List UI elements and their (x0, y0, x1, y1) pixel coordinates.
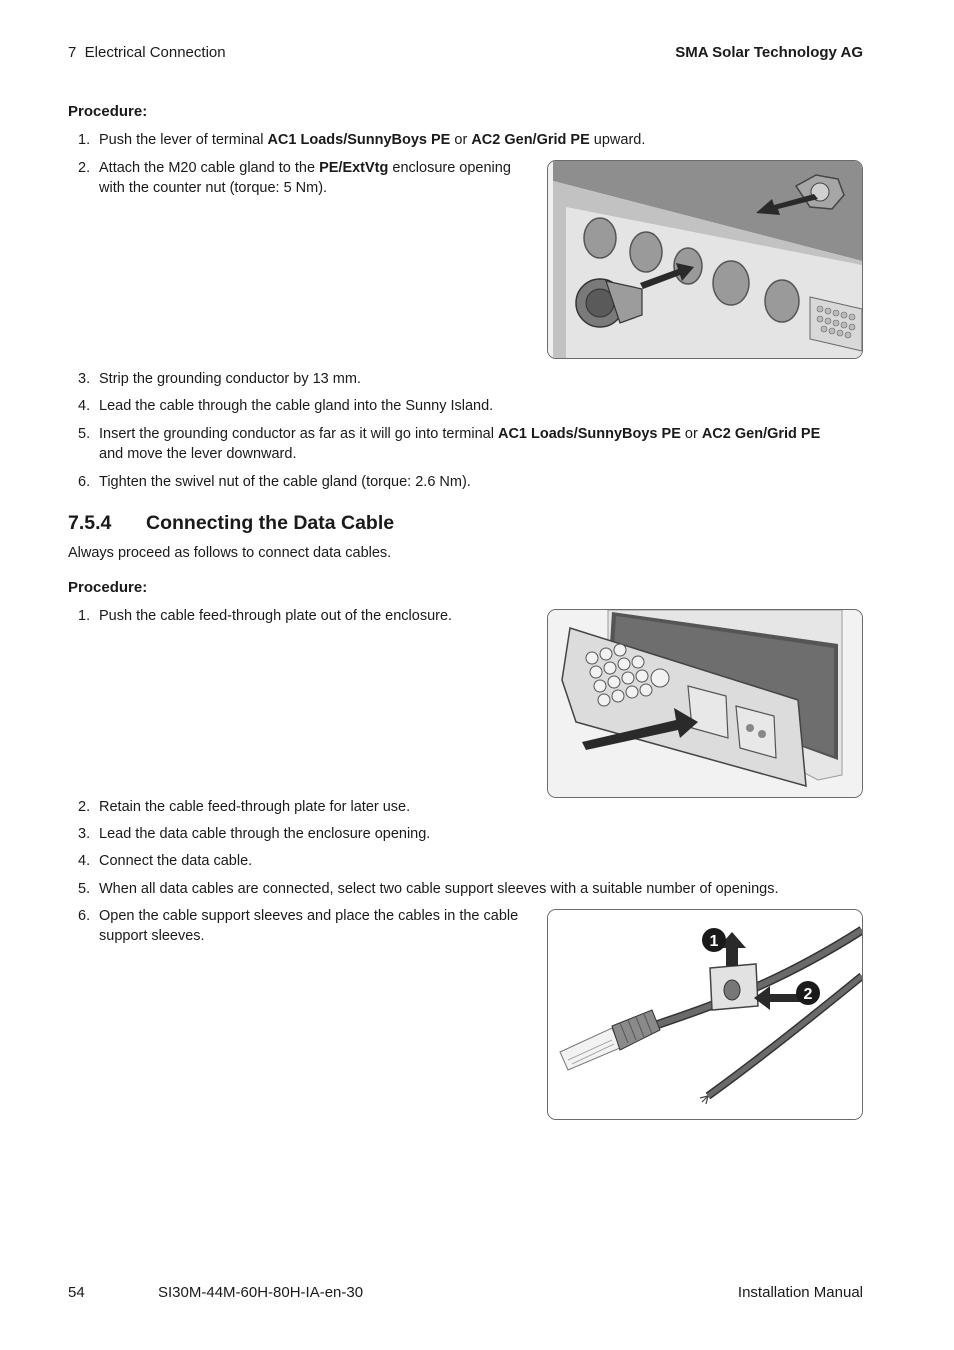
step-number: 4. (78, 398, 91, 414)
terminal-name: AC2 Gen/Grid PE (701, 426, 821, 442)
step-item (68, 130, 888, 150)
step-item (68, 424, 898, 466)
cable-gland-figure (547, 160, 863, 359)
step-item (68, 797, 888, 817)
step-text: Push the lever of terminal (99, 132, 268, 148)
step-number: 3. (78, 826, 91, 842)
step-text: and move the lever downward. (99, 446, 297, 462)
step-item (68, 472, 888, 492)
feed-through-plate-illustration (548, 610, 862, 797)
step-text: When all data cables are connected, select two cable support sleeves with a suitable number of openings. (99, 881, 779, 897)
step-item (68, 824, 888, 844)
step-text: with the counter nut (torque: 5 Nm). (99, 180, 328, 196)
section-intro: Always proceed as follows to connect data cables. (68, 545, 392, 561)
terminal-name: AC1 Loads/SunnyBoys PE (497, 426, 681, 442)
step-number: 1. (78, 608, 91, 624)
step-item (68, 396, 888, 416)
step-number: 5. (78, 881, 91, 897)
step-text: enclosure opening (388, 160, 511, 176)
step-text: Lead the data cable through the enclosure opening. (99, 826, 431, 842)
cable-gland-illustration (548, 161, 862, 358)
step-text: Insert the grounding conductor as far as it will go into terminal (99, 426, 498, 442)
terminal-name: AC1 Loads/SunnyBoys PE (267, 132, 451, 148)
header-chapter: 7 Electrical Connection (68, 44, 226, 61)
step-text: Attach the M20 cable gland to the (99, 160, 320, 176)
cable-support-sleeve-figure (547, 909, 863, 1120)
feed-through-plate-figure (547, 609, 863, 798)
cable-support-sleeve-illustration (548, 910, 862, 1119)
section-title: Connecting the Data Cable (146, 512, 395, 534)
step-item (68, 158, 538, 200)
step-text: or (450, 132, 472, 148)
step-item (68, 906, 538, 948)
section-heading (68, 512, 394, 535)
terminal-name: AC2 Gen/Grid PE (471, 132, 590, 148)
marker-1-label: 1 (709, 933, 719, 950)
step-number: 3. (78, 371, 91, 387)
page-number: 54 (68, 1284, 85, 1301)
step-text: Push the cable feed-through plate out of the enclosure. (99, 608, 453, 624)
step-text: Retain the cable feed-through plate for later use. (99, 799, 411, 815)
step-text: support sleeves. (99, 928, 205, 944)
opening-name: PE/ExtVtg (319, 160, 389, 176)
step-number: 5. (78, 426, 91, 442)
step-text: Lead the cable through the cable gland into the Sunny Island. (99, 398, 494, 414)
step-text: upward. (589, 132, 646, 148)
step-number: 6. (78, 474, 91, 490)
procedure-label: Procedure: (68, 103, 148, 120)
step-item (68, 369, 888, 389)
step-number: 4. (78, 853, 91, 869)
step-item (68, 879, 898, 899)
step-item (68, 606, 538, 626)
step-number: 1. (78, 132, 91, 148)
section-number: 7.5.4 (68, 512, 112, 534)
step-item (68, 851, 888, 871)
manual-title: Installation Manual (737, 1284, 863, 1301)
header-company: SMA Solar Technology AG (675, 44, 863, 61)
marker-2-label: 2 (803, 986, 813, 1003)
step-text: or (680, 426, 702, 442)
step-number: 6. (78, 908, 91, 924)
procedure-label: Procedure: (68, 579, 148, 596)
document-id: SI30M-44M-60H-80H-IA-en-30 (158, 1284, 364, 1301)
step-number: 2. (78, 799, 91, 815)
step-text: Strip the grounding conductor by 13 mm. (99, 371, 361, 387)
step-text: Connect the data cable. (99, 853, 253, 869)
step-text: Tighten the swivel nut of the cable gland (torque: 2.6 Nm). (99, 474, 471, 490)
step-number: 2. (78, 160, 91, 176)
step-text: Open the cable support sleeves and place the cables in the cable (99, 908, 519, 924)
